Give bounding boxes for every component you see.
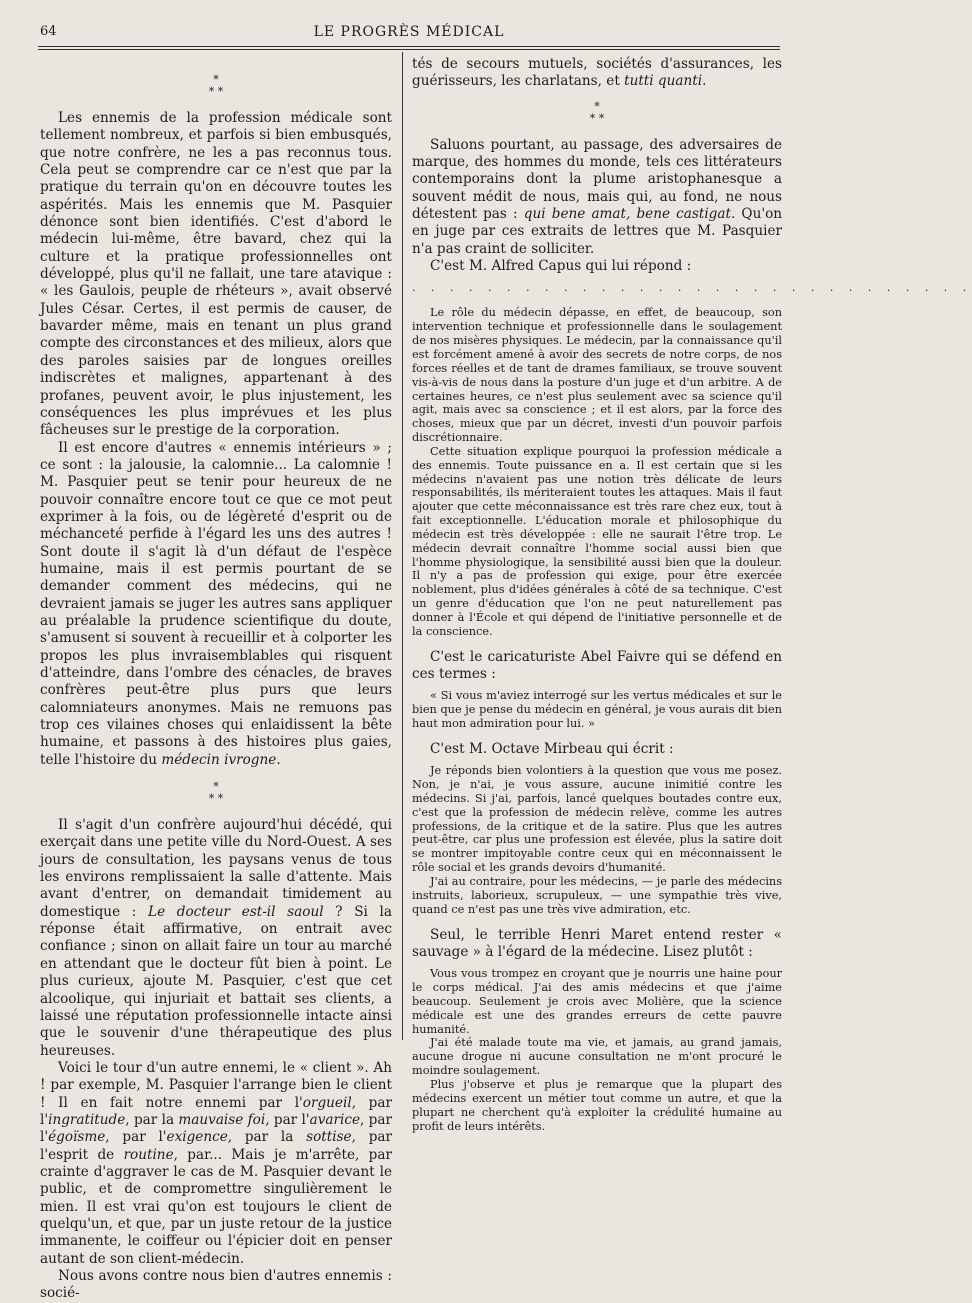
- italic-text: médecin ivrogne: [161, 751, 277, 768]
- paragraph: Il est encore d'autres « ennemis intérieurs » ; ce sont : la jalousie, la calomnie... La calomnie ! M. Pasquier peut se tenir pour heureux de ne pouvoir connaître encore tout ce que ce mot peut exprimer à la fois, ou de légèreté d'esprit ou de méchanceté perfide à l'égard les uns des autres ! Sont doute il s'agit là d'un défaut de l'espèce humaine, mais il est permis pourtant de se demander comment des médecins, qui ne devraient jamais se juger les autres sans appliquer au préalable la prudence scientifique du doute, s'amusent si souvent à recueillir et à colporter les propos les plus invraisemblables qui risquent d'atteindre, dans l'ombre des cénacles, de braves confrères peut-être plus purs que leurs calomniateurs anonymes. Mais ne remuons pas trop ces vilaines choses qui enlaidissent la bête humaine, et passons à des histoires plus gaies, telle l'histoire du médecin ivrogne.: [40, 439, 392, 768]
- paragraph: tés de secours mutuels, sociétés d'assurances, les guérisseurs, les charlatans, et tutti quanti.: [412, 56, 782, 90]
- paragraph: C'est le caricaturiste Abel Faivre qui se défend en ces termes :: [412, 648, 782, 683]
- italic-text: Le docteur est-il saoul: [148, 903, 324, 920]
- quoted-paragraph: « Si vous m'aviez interrogé sur les vertus médicales et sur le bien que je pense du médecin en général, je vous aurais dit bien haut mon admiration pour lui. »: [412, 689, 782, 731]
- header-rule: [38, 46, 780, 47]
- section-asterism: * * *: [589, 99, 605, 125]
- italic-text: mauvaise foi: [178, 1111, 266, 1128]
- italic-text: routine: [123, 1146, 174, 1163]
- header-rule-thin: [38, 49, 780, 50]
- quoted-paragraph: Le rôle du médecin dépasse, en effet, de beaucoup, son intervention technique et professionnelle dans le soulagement de nos misères physiques. Le médecin, par la connaissance qu'il est forcément amené à avoir des secrets de notre corps, de nos forces réelles et de tant de drames familiaux, se trouve souvent vis-à-vis de nous dans la posture d'un juge et d'un arbitre. A de certaines heures, ce n'est plus seulement avec sa science qu'il agit, mais avec sa conscience ; et il est alors, par la force des choses, mieux que par un décret, investi d'un pouvoir parfois discrétionnaire.: [412, 306, 782, 445]
- paragraph: Voici le tour d'un autre ennemi, le « client ». Ah ! par exemple, M. Pasquier l'arrange bien le client ! Il en fait notre ennemi par l'orgueil, par l'ingratitude, par la mauvaise foi, par l'avarice, par l'égoïsme, par l'exigence, par la sottise, par l'esprit de routine, par... Mais je m'arrête, par crainte d'aggraver le cas de M. Pasquier devant le public, et de compromettre singulièrement le mien. Il est vrai qu'on est toujours le client de quelqu'un, et que, par un juste retour de la justice immanente, le coiffeur ou l'épicier doit en penser autant de son client-médecin.: [40, 1059, 392, 1267]
- journal-title: LE PROGRÈS MÉDICAL: [313, 24, 505, 40]
- italic-text: égoïsme: [48, 1129, 106, 1146]
- quoted-paragraph: J'ai au contraire, pour les médecins, — je parle des médecins instruits, laborieux, scrupuleux, — une sympathie très vive, quand ce n'est pas une très vive admiration, etc.: [412, 875, 782, 916]
- page-header: [40, 24, 778, 44]
- italic-text: qui bene amat, bene castigat: [523, 206, 731, 223]
- quoted-paragraph: J'ai été malade toute ma vie, et jamais, au grand jamais, aucune drogue ni aucune consultation ne m'ont procuré le moindre soulagement.: [412, 1036, 782, 1078]
- quoted-paragraph: Je réponds bien volontiers à la question que vous me posez. Non, je n'ai, je vous assure, aucune inimitié contre les médecins. Si j'ai, parfois, lancé quelques boutades contre eux, c'est que la profession de médecin relève, comme les autres professions, de la critique et de la satire. Plus que les autres peut-être, car plus une profession est élevée, plus la satire doit se montrer impitoyable contre ceux qui en méconnaissent le rôle social et les grands devoirs d'humanité.: [412, 764, 782, 875]
- italic-text: orgueil: [302, 1094, 352, 1111]
- ellipsis-row: . . . . . . . . . . . . . . . . . . . . . . . . . . . . . .: [412, 281, 972, 295]
- italic-text: avarice: [309, 1111, 361, 1128]
- quoted-paragraph: Plus j'observe et plus je remarque que la plupart des médecins exercent un métier tout comme un autre, et que la plupart ne cherchent qu'à exploiter la crédulité humaine au profit de leurs intérêts.: [412, 1077, 782, 1133]
- italic-text: ingratitude: [48, 1111, 126, 1128]
- paragraph: Seul, le terrible Henri Maret entend rester « sauvage » à l'égard de la médecine. Lisez plutôt :: [412, 926, 782, 960]
- italic-text: exigence: [166, 1129, 228, 1146]
- paragraph: Il s'agit d'un confrère aujourd'hui décédé, qui exerçait dans une petite ville du Nord-Ouest. A ses jours de consultation, les paysans venus de tous les environs remplissaient la salle d'attente. Mais avant d'entrer, on demandait timidement au domestique : Le docteur est-il saoul ? Si la réponse était affirmative, on entrait avec confiance ; sinon on allait faire un tour au marché en attendant que le docteur fût bien à point. Le plus curieux, ajoute M. Pasquier, c'est que cet alcoolique, qui injuriait et battait ses clients, a laissé une réputation professionnelle intacte ainsi que le souvenir d'une thérapeutique des plus heureuses.: [40, 817, 392, 1059]
- section-asterism: * * *: [208, 73, 224, 98]
- paragraph: Nous avons contre nous bien d'autres ennemis : socié-: [40, 1268, 392, 1302]
- quoted-paragraph: Cette situation explique pourquoi la profession médicale a des ennemis. Toute puissance en a. Il est certain que si les médecins n'avaient pas une notion très délicate de leurs responsabilités, ils mériteraient toutes les attaques. Mais il faut ajouter que cette méconnaissance est très rare chez eux, tout à fait exceptionnelle. L'éducation morale et philosophique du médecin est très développée : elle ne saurait l'être trop. Le médecin devrait connaître l'homme social aussi bien que l'homme physiologique, la sensibilité aussi bien que la douleur. Il n'y a pas de profession qui exige, pour être exercée noblement, plus d'idées générales à côté de sa technique. C'est un genre d'éducation que l'on ne peut naturellement pas donner à l'École et qui dépend de l'initiative personnelle et de la conscience.: [412, 444, 782, 638]
- paragraph: Les ennemis de la profession médicale sont tellement nombreux, et parfois si bien embusqués, que notre confrère, ne les a pas reconnus tous. Cela peut se comprendre car ce n'est que par la pratique du terrain qu'on en découvre toutes les aspérités. Mais les ennemis que M. Pasquier dénonce sont bien identifiés. C'est d'abord le médecin lui-même, être bavard, chez qui la culture et la pratique professionnelles ont développé, plus qu'il ne fallait, une tare atavique : « les Gaulois, peuple de rhéteurs », avait observé Jules César. Certes, il est permis de causer, de bavarder même, mais en tenant un plus grand compte des circonstances et des milieux, alors que des paroles saisies par de longues oreilles indiscrètes et malignes, appartenant à des profanes, peuvent avoir, le plus injustement, les conséquences les plus imprévues et les plus fâcheuses sur le prestige de la corporation.: [40, 110, 392, 439]
- left-column: [40, 56, 392, 1303]
- paragraph: Saluons pourtant, au passage, des adversaires de marque, des hommes du monde, tels ces littérateurs contemporains dont la plume aristophanesque a souvent médit de nous, mais qui, au fond, ne nous détestent pas : qui bene amat, bene castigat. Qu'on en juge par ces extraits de lettres que M. Pasquier n'a pas craint de solliciter.: [412, 136, 783, 257]
- column-divider: [402, 52, 403, 1040]
- quoted-paragraph: Vous vous trompez en croyant que je nourris une haine pour le corps médical. J'ai des amis médecins et que j'aime beaucoup. Seulement je crois avec Molière, que la science médicale est une des grandes erreurs de cette pauvre humanité.: [412, 967, 782, 1036]
- italic-text: sottise: [306, 1129, 352, 1146]
- page-number: 64: [40, 24, 57, 39]
- italic-text: tutti quanti: [624, 73, 703, 90]
- paragraph: C'est M. Octave Mirbeau qui écrit :: [430, 740, 674, 757]
- section-asterism: * * *: [208, 780, 224, 806]
- paragraph: C'est M. Alfred Capus qui lui répond :: [430, 258, 692, 275]
- right-column: [412, 56, 972, 1133]
